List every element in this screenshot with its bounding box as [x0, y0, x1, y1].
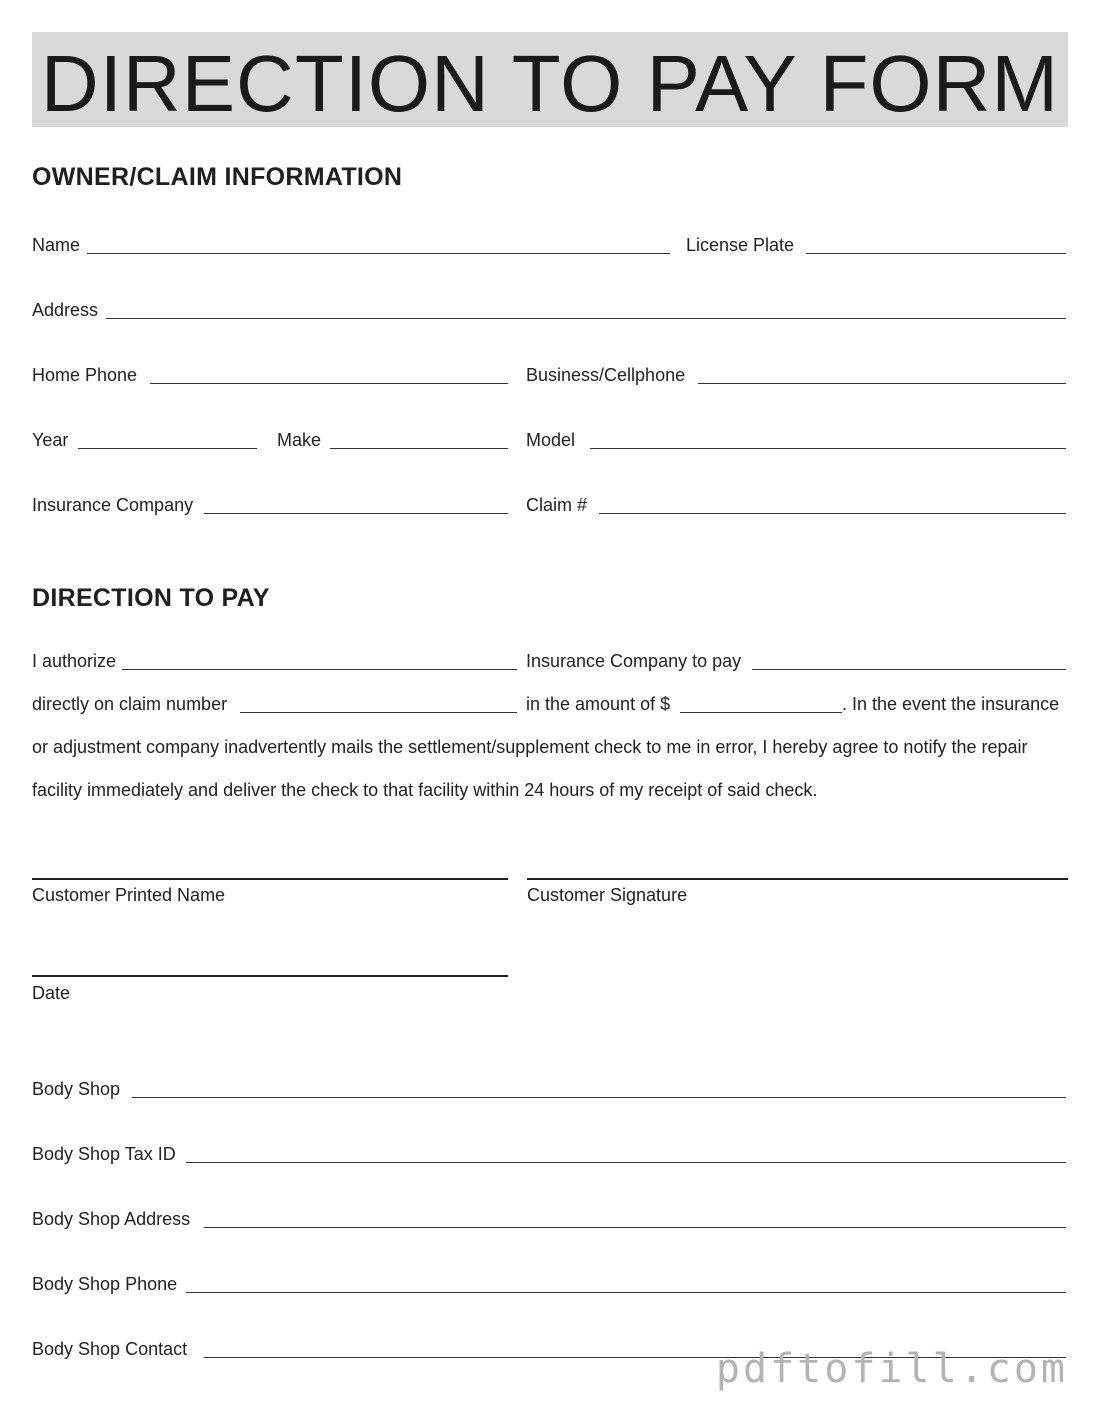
amount-field[interactable] — [680, 712, 842, 713]
claim-label: Claim # — [526, 495, 588, 515]
year-label: Year — [32, 430, 69, 450]
owner-claim-heading: OWNER/CLAIM INFORMATION — [32, 163, 403, 191]
date-label: Date — [32, 983, 71, 1003]
business-cellphone-label: Business/Cellphone — [526, 365, 686, 385]
model-label: Model — [526, 430, 576, 450]
paragraph-line-3: facility immediately and deliver the check to that facility within 24 hours of my receipt of said check. — [32, 780, 818, 800]
name-field[interactable] — [87, 253, 670, 254]
pay-to-field[interactable] — [752, 669, 1066, 670]
address-label: Address — [32, 300, 99, 320]
body-shop-address-field[interactable] — [204, 1227, 1066, 1228]
customer-signature-label: Customer Signature — [527, 885, 688, 905]
home-phone-label: Home Phone — [32, 365, 138, 385]
insurance-company-label: Insurance Company — [32, 495, 194, 515]
watermark-text: pdftofill.com — [715, 1346, 1068, 1392]
body-shop-phone-label: Body Shop Phone — [32, 1274, 178, 1294]
customer-printed-name-label: Customer Printed Name — [32, 885, 226, 905]
form-title: DIRECTION TO PAY FORM — [40, 39, 1060, 128]
name-label: Name — [32, 235, 81, 255]
amount-label: in the amount of $ — [526, 694, 671, 714]
event-text: . In the event the insurance — [842, 694, 1060, 714]
home-phone-field[interactable] — [150, 383, 508, 384]
insurance-company-field[interactable] — [204, 513, 508, 514]
date-field[interactable] — [32, 975, 508, 977]
body-shop-label: Body Shop — [32, 1079, 121, 1099]
insurance-pay-label: Insurance Company to pay — [526, 651, 742, 671]
make-field[interactable] — [330, 448, 508, 449]
model-field[interactable] — [590, 448, 1066, 449]
address-field[interactable] — [106, 318, 1066, 319]
authorize-field[interactable] — [122, 669, 517, 670]
body-shop-tax-id-label: Body Shop Tax ID — [32, 1144, 176, 1164]
body-shop-tax-id-field[interactable] — [186, 1162, 1066, 1163]
customer-printed-name-field[interactable] — [32, 878, 508, 880]
body-shop-phone-field[interactable] — [186, 1292, 1066, 1293]
paragraph-line-2: or adjustment company inadvertently mails the settlement/supplement check to me in error, I hereby agree to notify the repair — [32, 737, 1028, 757]
license-plate-label: License Plate — [686, 235, 795, 255]
claim-number-label: directly on claim number — [32, 694, 228, 714]
claim-field[interactable] — [599, 513, 1066, 514]
body-shop-contact-label: Body Shop Contact — [32, 1339, 188, 1359]
title-bar — [32, 32, 1068, 127]
business-cellphone-field[interactable] — [698, 383, 1066, 384]
body-shop-field[interactable] — [132, 1097, 1066, 1098]
customer-signature-field[interactable] — [527, 878, 1068, 880]
authorize-label: I authorize — [32, 651, 117, 671]
license-plate-field[interactable] — [806, 253, 1066, 254]
make-label: Make — [277, 430, 322, 450]
claim-number-field[interactable] — [240, 712, 517, 713]
year-field[interactable] — [78, 448, 257, 449]
body-shop-address-label: Body Shop Address — [32, 1209, 191, 1229]
direction-to-pay-heading: DIRECTION TO PAY — [32, 584, 270, 612]
